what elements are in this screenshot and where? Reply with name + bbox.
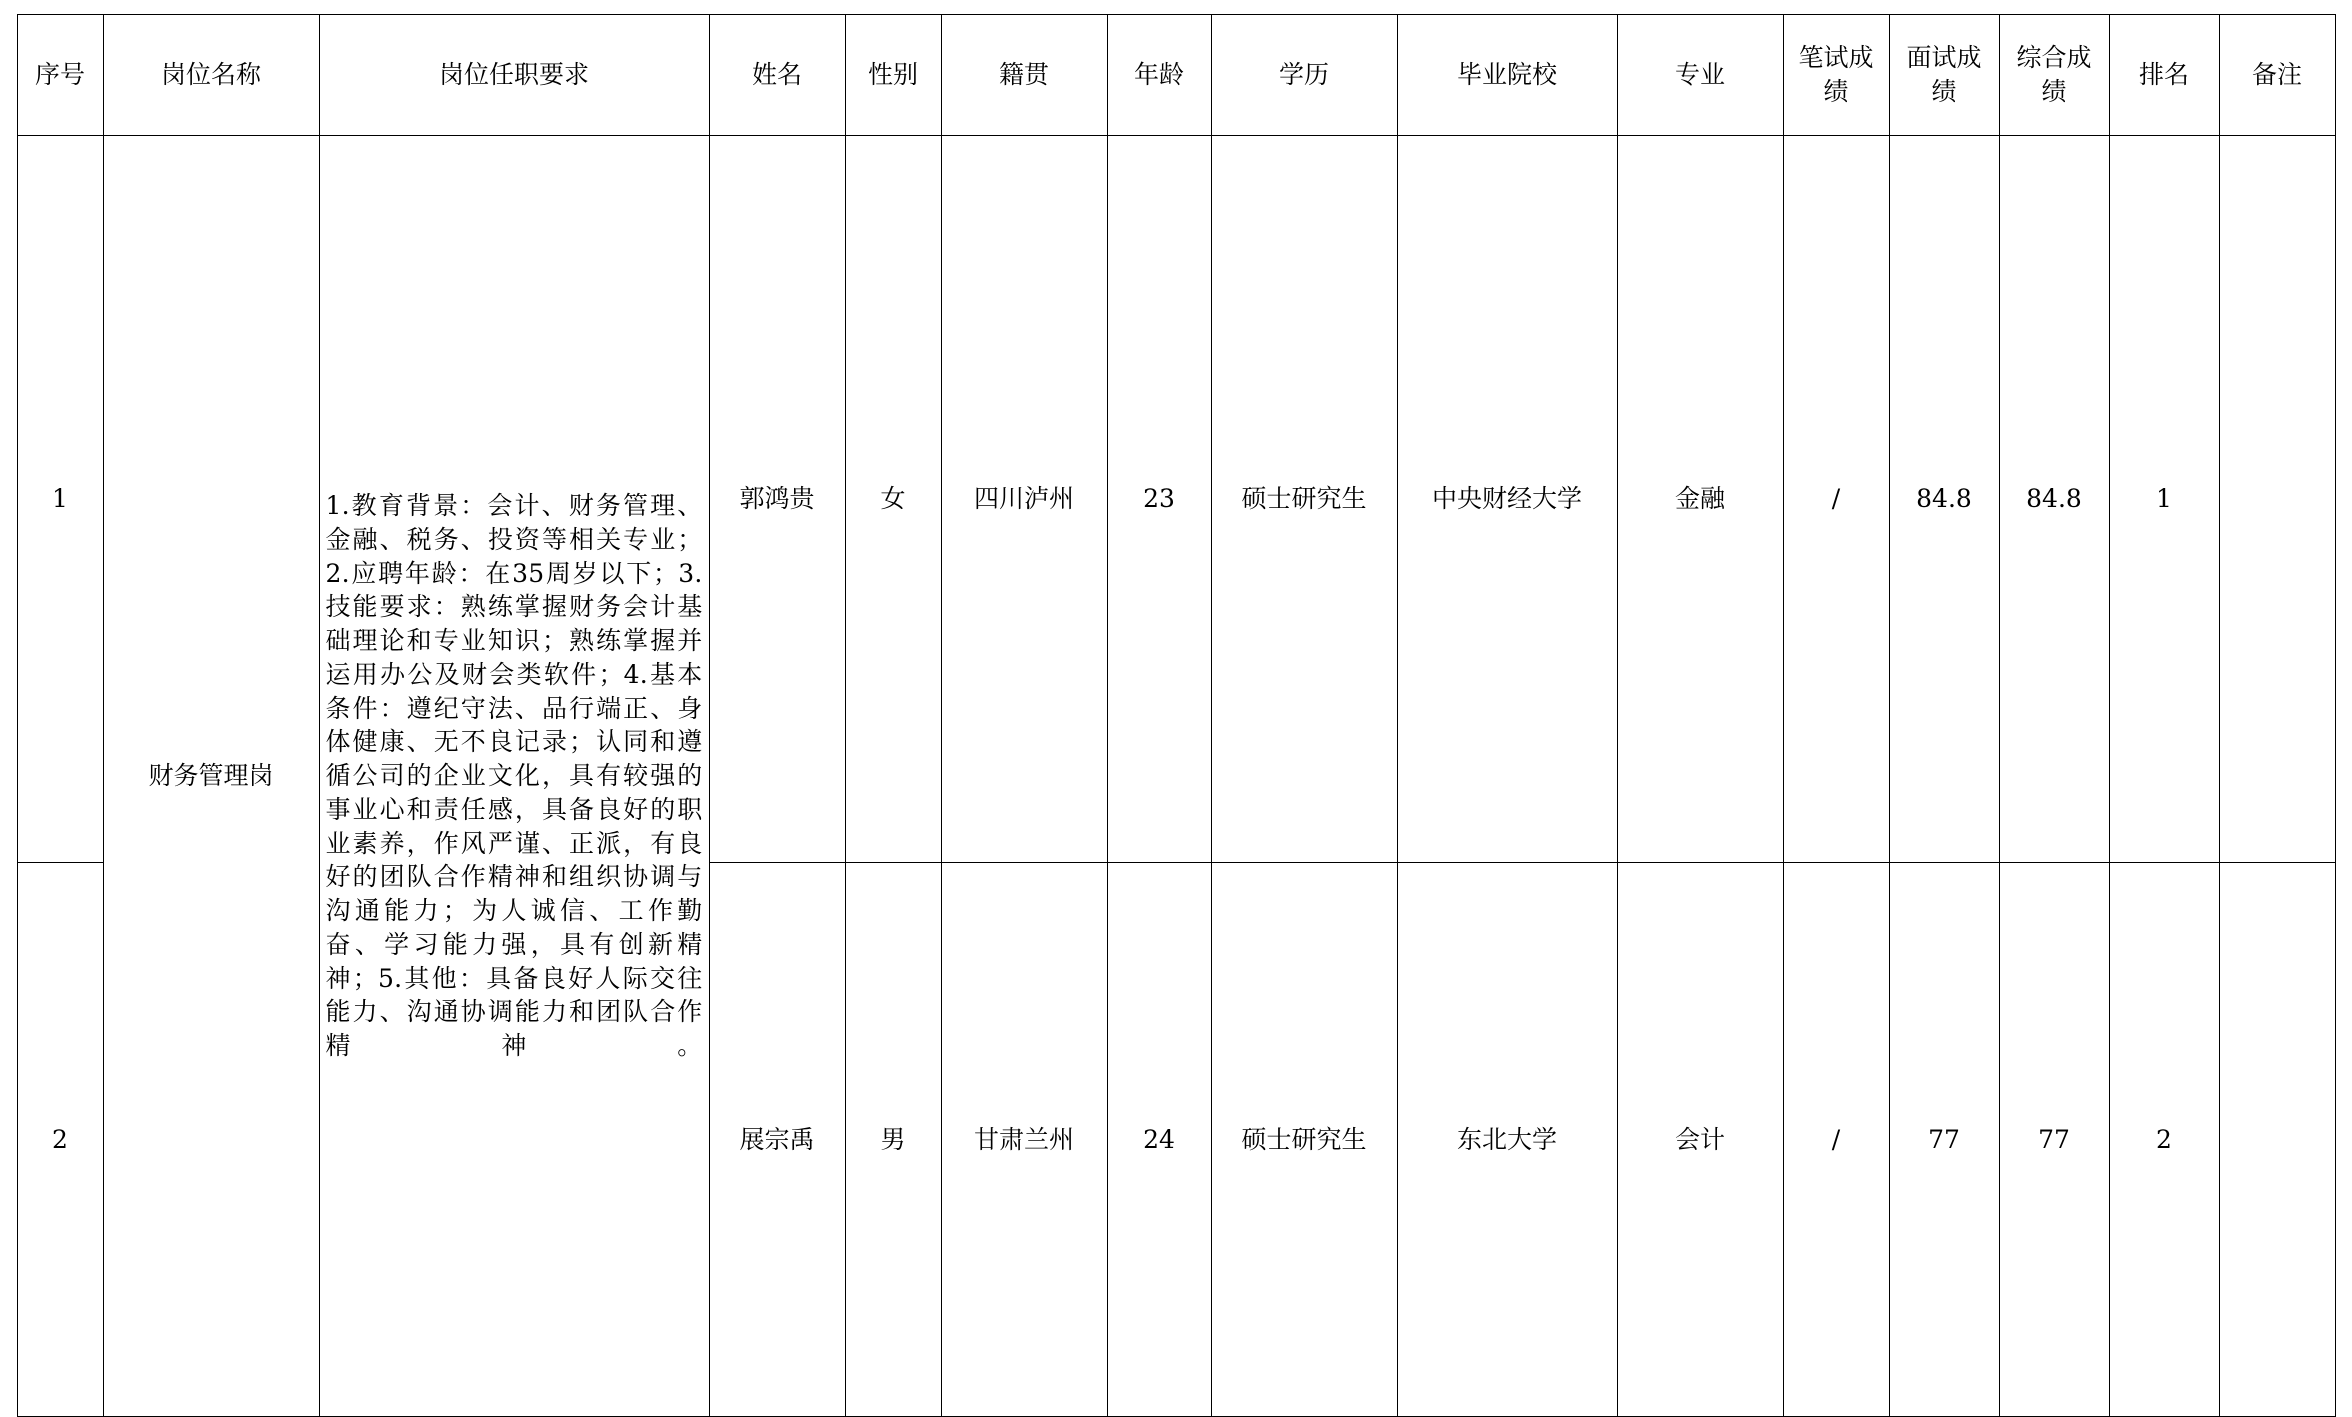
requirements-text: 1.教育背景：会计、财务管理、金融、税务、投资等相关专业；2.应聘年龄：在35周岁以下；3.技能要求：熟练掌握财务会计基础理论和专业知识；熟练掌握并运用办公及财会类软件；4.基本条件：遵纪守法、品行端正、身体健康、无不良记录；认同和遵循公司的企业文化，具有较强的事业心和责任感，具备良好的职业素养，作风严谨、正派，有良好的团队合作精神和组织协调与沟通能力；为人诚信、工作勤奋、学习能力强，具有创新精神；5.其他：具备良好人际交往能力、沟通协调能力和团队合作精神。 — [325, 491, 703, 1061]
header-post-name: 岗位名称 — [103, 15, 319, 136]
cell-requirements — [319, 136, 709, 1417]
cell-gender: 女 — [845, 136, 941, 863]
cell-gender: 男 — [845, 863, 941, 1417]
cell-name: 郭鸿贵 — [709, 136, 845, 863]
header-school: 毕业院校 — [1397, 15, 1617, 136]
cell-interview-score: 84.8 — [1889, 136, 1999, 863]
header-gender: 性别 — [845, 15, 941, 136]
cell-seq: 2 — [17, 863, 103, 1417]
cell-origin: 四川泸州 — [941, 136, 1107, 863]
table-header — [17, 15, 2335, 136]
cell-seq: 1 — [17, 136, 103, 863]
cell-school: 中央财经大学 — [1397, 136, 1617, 863]
cell-education: 硕士研究生 — [1211, 136, 1397, 863]
header-age: 年龄 — [1107, 15, 1211, 136]
header-requirements: 岗位任职要求 — [319, 15, 709, 136]
header-written-score: 笔试成绩 — [1783, 15, 1889, 136]
header-interview-score: 面试成绩 — [1889, 15, 1999, 136]
cell-post-name: 财务管理岗 — [103, 136, 319, 1417]
cell-written-score: / — [1783, 136, 1889, 863]
header-seq: 序号 — [17, 15, 103, 136]
cell-age: 24 — [1107, 863, 1211, 1417]
header-education: 学历 — [1211, 15, 1397, 136]
cell-remark — [2219, 136, 2335, 863]
header-rank: 排名 — [2109, 15, 2219, 136]
cell-written-score: / — [1783, 863, 1889, 1417]
cell-remark — [2219, 863, 2335, 1417]
cell-total-score: 77 — [1999, 863, 2109, 1417]
header-origin: 籍贯 — [941, 15, 1107, 136]
header-total-score: 综合成绩 — [1999, 15, 2109, 136]
cell-age: 23 — [1107, 136, 1211, 863]
table-header-row — [17, 15, 2335, 136]
cell-major: 会计 — [1617, 863, 1783, 1417]
header-name: 姓名 — [709, 15, 845, 136]
header-major: 专业 — [1617, 15, 1783, 136]
cell-education: 硕士研究生 — [1211, 863, 1397, 1417]
cell-major: 金融 — [1617, 136, 1783, 863]
cell-rank: 2 — [2109, 863, 2219, 1417]
table-row — [17, 136, 2335, 863]
cell-total-score: 84.8 — [1999, 136, 2109, 863]
cell-school: 东北大学 — [1397, 863, 1617, 1417]
cell-interview-score: 77 — [1889, 863, 1999, 1417]
recruitment-results-table — [17, 14, 2336, 1417]
table-body — [17, 136, 2335, 1417]
cell-origin: 甘肃兰州 — [941, 863, 1107, 1417]
cell-name: 展宗禹 — [709, 863, 845, 1417]
cell-rank: 1 — [2109, 136, 2219, 863]
header-remark: 备注 — [2219, 15, 2335, 136]
